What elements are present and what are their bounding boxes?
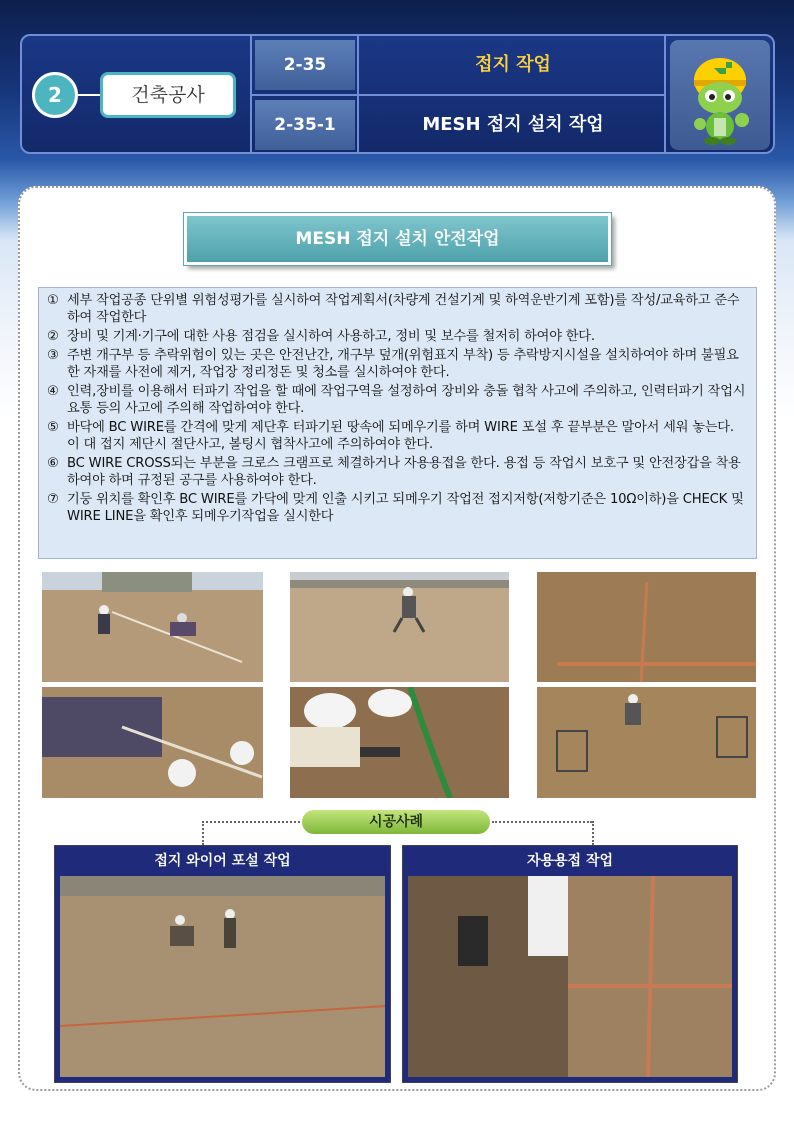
- header-divider: [664, 36, 666, 152]
- example-label: 시공사례: [300, 808, 492, 836]
- title-sub: MESH 접지 설치 작업: [422, 114, 604, 135]
- mascot-icon: [670, 40, 770, 150]
- section-number-badge: 2: [32, 72, 78, 118]
- site-photo: [537, 687, 756, 798]
- title-main: 접지 작업: [475, 54, 551, 75]
- case-left: [54, 845, 391, 1083]
- section-title: MESH 접지 설치 안전작업: [184, 213, 611, 265]
- site-photo: [290, 572, 509, 682]
- code-main: 2-35: [255, 40, 355, 90]
- list-item: ③ 주변 개구부 등 추락위험이 있는 곳은 안전난간, 개구부 덮개(위험표지 부착) 등 추락방지시설을 설치하여야 하며 불필요한 자재를 사전에 제거, 작업장 정리정돈 및 청소를 실시하여야 한다.: [47, 348, 739, 380]
- site-photo: [42, 687, 263, 798]
- case-left-photo: [60, 876, 385, 1077]
- list-item: ② 장비 및 기계·기구에 대한 사용 점검을 실시하여 사용하고, 정비 및 보수를 철저히 하여야 한다.: [47, 329, 595, 344]
- case-right-photo: [408, 876, 732, 1077]
- connector-line: [492, 821, 592, 823]
- code-sub: 2-35-1: [255, 100, 355, 150]
- safety-steps-list: [38, 287, 757, 559]
- case-right-title: 자용용접 작업: [526, 853, 614, 869]
- connector-line: [202, 821, 300, 823]
- list-item: ⑥ BC WIRE CROSS되는 부분을 크로스 크램프로 체결하거나 자용용접을 한다. 용접 등 작업시 보호구 및 안전장갑을 착용하여야 하며 규정된 공구를 사용하여야 한다.: [47, 456, 741, 488]
- list-item: ⑦ 기둥 위치를 확인후 BC WIRE를 가닥에 맞게 인출 시키고 되메우기 작업전 접지저항(저항기준은 10Ω이하)을 CHECK 및 WIRE LINE을 확인후 되메우기작업을 실시한다: [47, 492, 744, 524]
- site-photo: [42, 572, 263, 682]
- list-item: ④ 인력,장비를 이용해서 터파기 작업을 할 때에 작업구역을 설정하여 장비와 충돌 협착 사고에 주의하고, 인력터파기 작업시 요통 등의 사고에 주의해 작업하여야 한다.: [47, 384, 746, 416]
- list-item: ⑤ 바닥에 BC WIRE를 간격에 맞게 제단후 터파기된 땅속에 되메우기를 하며 WIRE 포설 후 끝부분은 말아서 세워 놓는다. 이 대 접지 제단시 절단사고, 볼팅시 협착사고에 주의하여야 한다.: [47, 420, 734, 452]
- connector-line: [202, 821, 204, 845]
- header-divider: [250, 94, 664, 96]
- badge-connector: [78, 94, 102, 96]
- connector-line: [592, 821, 594, 845]
- case-left-title: 접지 와이어 포설 작업: [154, 853, 291, 869]
- case-right: [402, 845, 738, 1083]
- site-photo: [290, 687, 509, 798]
- category-label: 건축공사: [100, 72, 236, 118]
- list-item: ① 세부 작업공종 단위별 위험성평가를 실시하여 작업계획서(차량계 건설기계 및 하역운반기계 포함)를 작성/교육하고 준수하여 작업한다: [47, 293, 740, 325]
- site-photo: [537, 572, 756, 682]
